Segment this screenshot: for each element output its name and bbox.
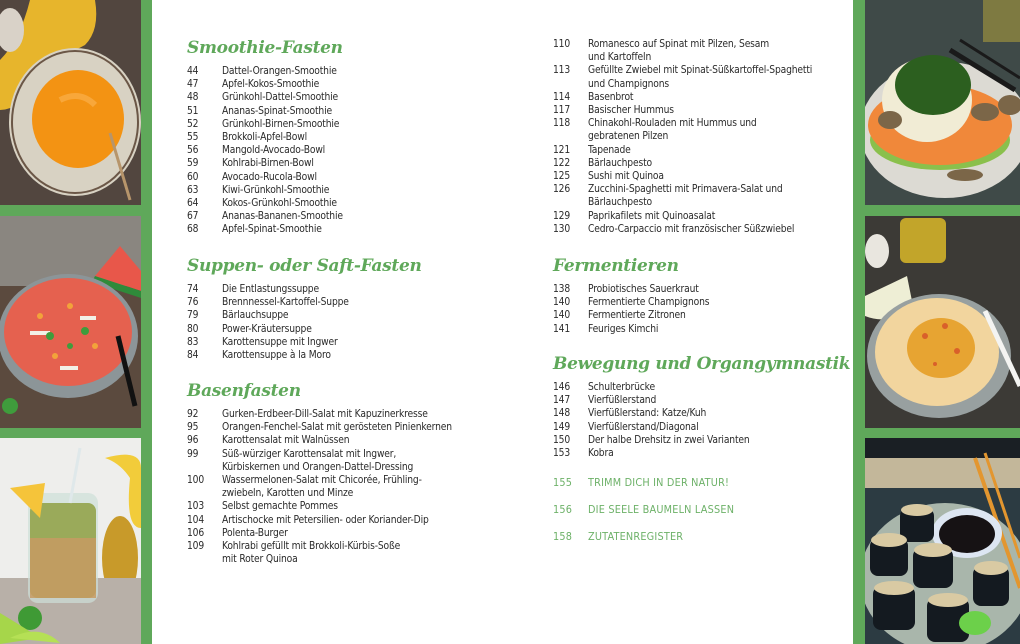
entry-title: Selbst gemachte Pommes	[222, 501, 338, 513]
entry-title: Basenbrot	[588, 91, 634, 103]
entry-page-number: 153	[553, 448, 571, 460]
entry-page-number: 52	[187, 118, 199, 130]
entry-title: Bärlauchpesto	[588, 157, 652, 169]
toc-entry[interactable]	[553, 381, 750, 394]
entry-page-number: 125	[553, 171, 571, 183]
toc-entry[interactable]	[187, 336, 349, 349]
entry-page-number: 99	[187, 448, 199, 460]
entry-page-number: 74	[187, 284, 199, 295]
entry-title: Artischocke mit Petersilien- oder Koriander-Dip	[222, 514, 429, 526]
entry-title: Karottensuppe mit Ingwer	[222, 336, 338, 348]
chapter-page-number: 158	[553, 530, 573, 543]
toc-entry[interactable]	[187, 171, 343, 184]
section-fermentieren	[553, 283, 709, 336]
entry-title: Fermentierte Champignons	[588, 297, 710, 309]
section-suppen-fasten	[187, 283, 349, 362]
entry-page-number: 141	[553, 323, 571, 335]
toc-entry[interactable]	[187, 408, 452, 421]
toc-entry[interactable]	[187, 527, 452, 540]
entry-page-number: 109	[187, 541, 205, 553]
entry-title: Vierfüßlerstand	[588, 395, 657, 407]
entry-page-number: 63	[187, 184, 199, 196]
entry-title: Grünkohl-Dattel-Smoothie	[222, 92, 339, 104]
toc-entry[interactable]	[553, 283, 709, 296]
entry-title: Kokos-Grünkohl-Smoothie	[222, 198, 337, 210]
entry-page-number: 100	[187, 475, 205, 487]
entry-title: Ananas-Spinat-Smoothie	[222, 105, 332, 117]
watermelon-salad-photo	[0, 216, 141, 428]
quinoa-sushi-photo	[865, 438, 1020, 644]
entry-page-number: 106	[187, 527, 205, 539]
entry-title: Süß-würziger Karottensalat mit Ingwer, Kürbiskernen und Orangen-Dattel-Dressing	[222, 448, 414, 473]
toc-entry[interactable]	[187, 144, 343, 157]
toc-entry[interactable]	[187, 474, 452, 500]
toc-entry[interactable]	[187, 210, 343, 223]
entry-page-number: 126	[553, 184, 571, 196]
entry-title: Gurken-Erdbeer-Dill-Salat mit Kapuzinerkresse	[222, 409, 428, 420]
entry-title: Paprikafilets mit Quinoasalat	[588, 210, 716, 222]
toc-entry[interactable]	[187, 323, 349, 336]
section-basenfasten-continued	[553, 38, 812, 236]
entry-title: Feuriges Kimchi	[588, 323, 659, 335]
toc-entry[interactable]	[187, 421, 452, 434]
carrot-soup-photo	[0, 0, 141, 205]
entry-page-number: 121	[553, 144, 571, 156]
toc-entry[interactable]	[553, 421, 750, 434]
entry-title: Gefüllte Zwiebel mit Spinat-Süßkartoffel-Spaghetti und Champignons	[588, 65, 813, 90]
toc-entry[interactable]	[553, 223, 812, 236]
entry-title: Karottensalat mit Walnüssen	[222, 435, 350, 447]
toc-entry[interactable]	[187, 283, 349, 296]
entry-page-number: 140	[553, 310, 571, 322]
entry-page-number: 80	[187, 323, 199, 335]
entry-page-number: 140	[553, 297, 571, 309]
entry-page-number: 130	[553, 223, 571, 235]
toc-entry[interactable]	[187, 434, 452, 447]
entry-page-number: 92	[187, 409, 199, 420]
entry-title: Tapenade	[588, 144, 631, 156]
entry-title: Grünkohl-Birnen-Smoothie	[222, 118, 340, 130]
toc-entry[interactable]	[553, 447, 750, 460]
entry-page-number: 76	[187, 297, 199, 309]
left-photo-strip	[0, 0, 152, 644]
toc-entry[interactable]	[187, 349, 349, 362]
entry-title: Probiotisches Sauerkraut	[588, 284, 699, 295]
entry-page-number: 47	[187, 79, 199, 91]
toc-entry[interactable]	[553, 407, 750, 420]
section-smoothie-fasten	[187, 65, 343, 237]
entry-page-number: 122	[553, 157, 571, 169]
right-photo-strip	[853, 0, 1020, 644]
entry-title: Der halbe Drehsitz in zwei Varianten	[588, 434, 750, 446]
entry-title: Die Entlastungssuppe	[222, 284, 319, 295]
toc-entry[interactable]	[553, 170, 812, 183]
entry-page-number: 150	[553, 434, 571, 446]
entry-page-number: 51	[187, 105, 199, 117]
toc-entry[interactable]	[187, 78, 343, 91]
entry-title: Chinakohl-Rouladen mit Hummus und gebratenen Pilzen	[588, 118, 757, 143]
toc-entry[interactable]	[553, 157, 812, 170]
toc-entry[interactable]	[187, 118, 343, 131]
entry-page-number: 56	[187, 145, 199, 157]
section-heading: Suppen- oder Saft-Fasten	[187, 256, 422, 276]
entry-title: Apfel-Spinat-Smoothie	[222, 224, 322, 236]
section-basenfasten	[187, 408, 452, 566]
chapter-title: TRIMM DICH IN DER NATUR!	[588, 476, 730, 489]
entry-page-number: 129	[553, 210, 571, 222]
entry-page-number: 83	[187, 336, 199, 348]
entry-page-number: 68	[187, 224, 199, 236]
entry-page-number: 146	[553, 382, 571, 393]
entry-page-number: 118	[553, 118, 571, 130]
toc-entry[interactable]	[553, 38, 812, 64]
entry-page-number: 148	[553, 408, 571, 420]
chapter-title: DIE SEELE BAUMELN LASSEN	[588, 503, 735, 516]
entry-title: Bärlauchsuppe	[222, 310, 289, 322]
entry-title: Ananas-Bananen-Smoothie	[222, 211, 343, 223]
entry-title: Schulterbrücke	[588, 382, 655, 393]
chapter-title: ZUTATENREGISTER	[588, 530, 684, 543]
entry-title: Kohlrabi gefüllt mit Brokkoli-Kürbis-Soße mit Roter Quinoa	[222, 541, 401, 566]
entry-title: Sushi mit Quinoa	[588, 171, 664, 183]
left-green-border	[141, 0, 152, 644]
right-green-border	[853, 0, 865, 644]
toc-entry[interactable]	[187, 540, 452, 566]
entry-page-number: 95	[187, 422, 199, 434]
toc-entry[interactable]	[187, 514, 452, 527]
section-bewegung	[553, 381, 750, 460]
entry-title: Kohlrabi-Birnen-Bowl	[222, 158, 314, 170]
entry-page-number: 84	[187, 350, 199, 362]
entry-title: Orangen-Fenchel-Salat mit gerösteten Pinienkernen	[222, 422, 452, 434]
entry-title: Avocado-Rucola-Bowl	[222, 171, 317, 183]
toc-entry[interactable]	[553, 323, 709, 336]
toc-entry[interactable]	[553, 183, 812, 209]
entry-page-number: 67	[187, 211, 199, 223]
toc-entry[interactable]	[187, 157, 343, 170]
entry-page-number: 113	[553, 65, 571, 77]
entry-title: Kiwi-Grünkohl-Smoothie	[222, 184, 330, 196]
section-heading: Basenfasten	[187, 381, 301, 401]
entry-title: Romanesco auf Spinat mit Pilzen, Sesam und Kartoffeln	[588, 39, 770, 64]
green-smoothie-photo	[0, 438, 141, 644]
entry-title: Basischer Hummus	[588, 105, 674, 117]
entry-title: Fermentierte Zitronen	[588, 310, 686, 322]
entry-page-number: 55	[187, 132, 199, 144]
entry-title: Wassermelonen-Salat mit Chicorée, Frühling- zwiebeln, Karotten und Minze	[222, 475, 422, 500]
chapter-page-number: 156	[553, 503, 573, 516]
toc-entry[interactable]	[553, 309, 709, 322]
section-heading: Smoothie-Fasten	[187, 38, 343, 58]
section-heading: Fermentieren	[553, 256, 679, 276]
toc-entry[interactable]	[553, 434, 750, 447]
entry-title: Mangold-Avocado-Bowl	[222, 145, 326, 157]
toc-entry[interactable]	[553, 144, 812, 157]
entry-page-number: 79	[187, 310, 199, 322]
entry-title: Power-Kräutersuppe	[222, 323, 312, 335]
toc-entry[interactable]	[187, 296, 349, 309]
toc-entry[interactable]	[187, 309, 349, 322]
hummus-photo	[865, 216, 1020, 428]
entry-page-number: 147	[553, 395, 571, 407]
entry-title: Cedro-Carpaccio mit französischer Süßzwiebel	[588, 223, 795, 235]
toc-entry[interactable]	[187, 105, 343, 118]
toc-entry[interactable]	[187, 500, 452, 513]
entry-page-number: 114	[553, 91, 571, 103]
entry-page-number: 59	[187, 158, 199, 170]
toc-entry[interactable]	[553, 91, 812, 104]
entry-page-number: 138	[553, 284, 571, 295]
toc-entry[interactable]	[187, 223, 343, 236]
toc-entry[interactable]	[187, 197, 343, 210]
entry-title: Dattel-Orangen-Smoothie	[222, 66, 337, 77]
entry-title: Apfel-Kokos-Smoothie	[222, 79, 320, 91]
entry-title: Kobra	[588, 448, 614, 460]
entry-page-number: 44	[187, 66, 199, 77]
toc-entry[interactable]	[553, 210, 812, 223]
entry-page-number: 117	[553, 105, 571, 117]
toc-entry[interactable]	[187, 131, 343, 144]
toc-entry[interactable]	[553, 104, 812, 117]
entry-title: Karottensuppe à la Moro	[222, 350, 331, 362]
chapter-link[interactable]	[553, 476, 729, 489]
toc-entry[interactable]	[553, 64, 812, 90]
entry-title: Brennnessel-Kartoffel-Suppe	[222, 297, 349, 309]
toc-entry[interactable]	[187, 184, 343, 197]
entry-title: Zucchini-Spaghetti mit Primavera-Salat und Bärlauchpesto	[588, 184, 783, 209]
entry-title: Brokkoli-Apfel-Bowl	[222, 132, 308, 144]
stuffed-onion-photo	[865, 0, 1020, 205]
chapter-link[interactable]	[553, 503, 734, 516]
entry-page-number: 149	[553, 421, 571, 433]
entry-page-number: 110	[553, 39, 571, 50]
entry-page-number: 60	[187, 171, 199, 183]
section-heading: Bewegung und Organgymnastik	[553, 354, 851, 374]
toc-entry[interactable]	[187, 91, 343, 104]
entry-page-number: 48	[187, 92, 199, 104]
toc-entry[interactable]	[553, 296, 709, 309]
entry-title: Vierfüßlerstand/Diagonal	[588, 421, 699, 433]
entry-title: Polenta-Burger	[222, 527, 288, 539]
chapter-link[interactable]	[553, 530, 683, 543]
entry-page-number: 104	[187, 514, 205, 526]
entry-page-number: 103	[187, 501, 205, 513]
toc-entry[interactable]	[187, 65, 343, 78]
toc-entry[interactable]	[187, 448, 452, 474]
entry-title: Vierfüßlerstand: Katze/Kuh	[588, 408, 707, 420]
entry-page-number: 96	[187, 435, 199, 447]
toc-entry[interactable]	[553, 394, 750, 407]
entry-page-number: 64	[187, 198, 199, 210]
chapter-page-number: 155	[553, 476, 573, 489]
toc-entry[interactable]	[553, 117, 812, 143]
